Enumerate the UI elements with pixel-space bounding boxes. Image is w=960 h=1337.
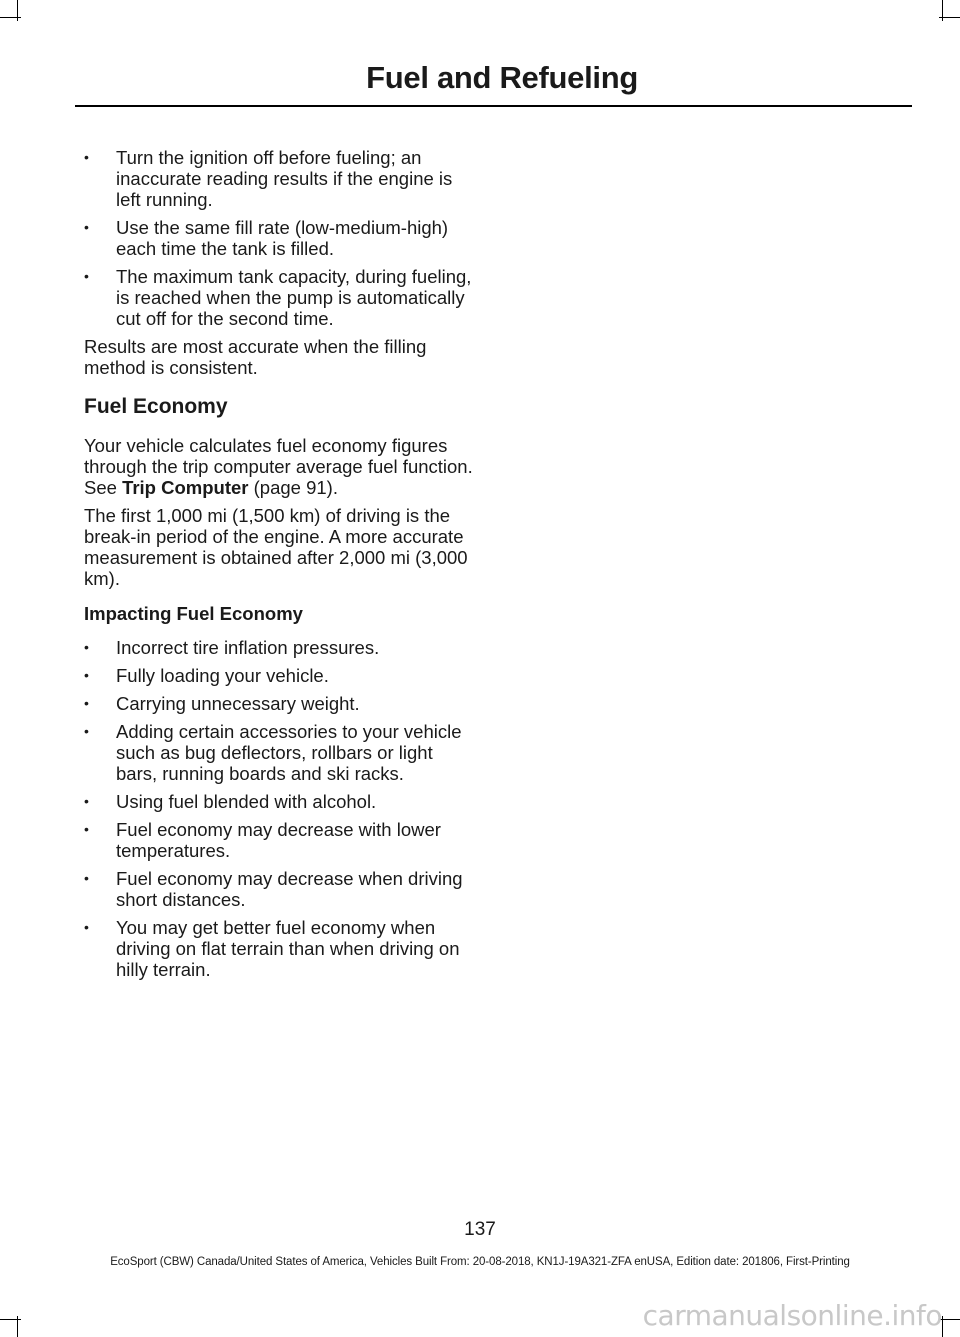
- footer-edition-info: EcoSport (CBW) Canada/United States of America, Vehicles Built From: 20-08-2018, KN1J-19A321-ZFA enUSA, Edition date: 201806, First-Printing: [110, 1256, 850, 1268]
- section-heading-fuel-economy: Fuel Economy: [84, 395, 228, 418]
- fuel-economy-paragraph: [84, 435, 476, 498]
- page-title: Fuel and Refueling: [366, 60, 638, 95]
- list-item: • Fully loading your vehicle.: [84, 665, 476, 686]
- section-heading-impacting-fuel-economy: Impacting Fuel Economy: [84, 603, 303, 624]
- list-item: • Use the same fill rate (low-medium-high) each time the tank is filled.: [84, 217, 476, 259]
- watermark: carmanualsonline.info: [642, 1299, 942, 1332]
- crop-mark: [939, 1319, 960, 1320]
- crop-mark: [0, 1319, 21, 1320]
- list-item: • Using fuel blended with alcohol.: [84, 791, 476, 812]
- list-item: • Carrying unnecessary weight.: [84, 693, 476, 714]
- list-item: • Fuel economy may decrease with lower temperatures.: [84, 819, 476, 861]
- paragraph-text: Your vehicle calculates fuel economy figures through the trip computer average fuel function. See: [84, 435, 473, 498]
- list-item: • Incorrect tire inflation pressures.: [84, 637, 476, 658]
- crop-mark: [939, 17, 960, 18]
- results-paragraph: Results are most accurate when the filling method is consistent.: [84, 336, 427, 378]
- refueling-tips-list: [84, 147, 476, 329]
- list-item: • The maximum tank capacity, during fueling, is reached when the pump is automatically cut off for the second time.: [84, 266, 476, 329]
- list-item: • You may get better fuel economy when driving on flat terrain than when driving on hilly terrain.: [84, 917, 476, 980]
- list-item: • Turn the ignition off before fueling; an inaccurate reading results if the engine is left running.: [84, 147, 476, 210]
- page-number: 137: [464, 1219, 496, 1240]
- list-item: • Fuel economy may decrease when driving short distances.: [84, 868, 476, 910]
- list-item: • Adding certain accessories to your vehicle such as bug deflectors, rollbars or light bars, running boards and ski racks.: [84, 721, 476, 784]
- header-divider: [75, 105, 912, 107]
- main-column: [84, 147, 476, 987]
- crop-mark: [0, 17, 21, 18]
- break-in-paragraph: The first 1,000 mi (1,500 km) of driving is the break-in period of the engine. A more accurate measurement is obtained after 2,000 mi (3,000 km).: [84, 505, 468, 589]
- impacting-factors-list: [84, 637, 476, 980]
- trip-computer-reference-link[interactable]: Trip Computer: [122, 477, 249, 498]
- page-reference: (page 91).: [248, 477, 338, 498]
